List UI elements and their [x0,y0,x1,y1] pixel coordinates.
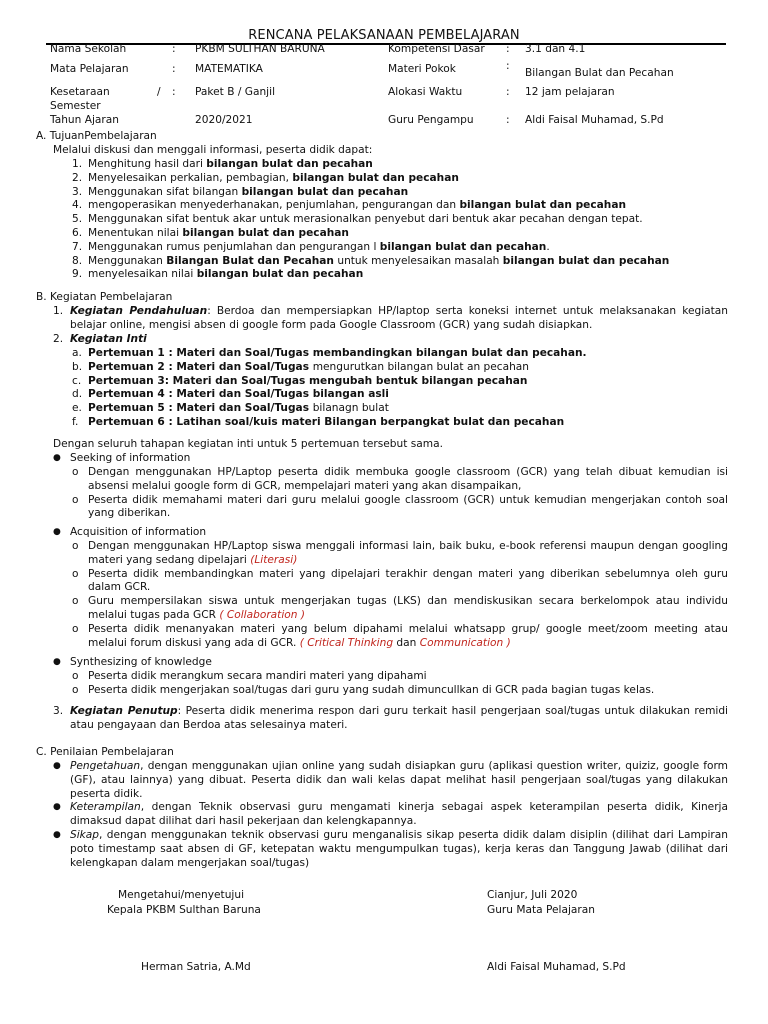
value-kesetaraan: Paket B / Ganjil [195,86,276,98]
label-mata-pelajaran: Mata Pelajaran [50,63,129,75]
synth-list [72,670,728,698]
sign-left-line2: Kepala PKBM Sulthan Baruna [107,904,261,916]
meeting-item: b. Pertemuan 2 : Materi dan Soal/Tugas mengurutkan bilangan bulat an pecahan [72,360,530,373]
label-alokasi: Alokasi Waktu [388,86,463,98]
objective-item: 9. menyelesaikan nilai bilangan bulat dan pecahan [72,268,364,281]
meeting-item: c. Pertemuan 3: Materi dan Soal/Tugas mengubah bentuk bilangan pecahan [72,374,528,387]
label-kesetaraan: Kesetaraan / Semester [50,86,161,112]
meetings-list [72,347,712,430]
objective-item: 3. Menggunakan sifat bilangan bilangan bulat dan pecahan [72,185,409,198]
seeking-heading: Seeking of information [70,452,191,464]
objective-item: 7. Menggunakan rumus penjumlahan dan pengurangan l bilangan bulat dan pecahan. [72,240,550,253]
objective-item: 1. Menghitung hasil dari bilangan bulat dan pecahan [72,158,373,170]
assessment-item: ● Keterampilan, dengan Teknik observasi guru mengamati kinerja sebagai aspek keterampilan peserta didik, Kinerja dimaksud dapat dilihat dari hasil pekerjaan dan kelengkapannya. [53,801,728,828]
sign-right-line1: Cianjur, Juli 2020 [487,889,578,901]
section-c-heading: C. Penilaian Pembelajaran [36,746,174,758]
sign-left-name: Herman Satria, A.Md [141,961,251,973]
label-guru-pengampu: Guru Pengampu [388,114,474,126]
kegiatan-inti-label: Kegiatan Inti [70,333,147,345]
value-guru-pengampu: Aldi Faisal Muhamad, S.Pd [525,114,664,126]
objective-item: 6. Menentukan nilai bilangan bulat dan pecahan [72,226,349,239]
value-nama-sekolah: PKBM SULTHAN BARUNA [195,43,325,55]
objective-item: 4. mengoperasikan menyederhanakan, penjumlahan, pengurangan dan bilangan bulat dan pecahan [72,199,627,212]
title-rule [46,43,726,45]
synth-heading: Synthesizing of knowledge [70,656,212,668]
value-mata-pelajaran: MATEMATIKA [195,63,263,75]
label-kompetensi: Kompetensi Dasar [388,43,485,55]
assessment-item: ● Sikap, dengan menggunakan teknik observasi guru menganalisis sikap peserta didik dalam disiplin (dilihat dari Lampiran poto timestamp saat absen di GF, ketepatan waktu mengumpulkan tugas), kerja keras dan Tanggung Jawab (dilihat dari kelengkapan dalam mengerjakan soal/tugas) [53,828,728,869]
section-a-intro: Melalui diskusi dan menggali informasi, peserta didik dapat: [53,144,373,156]
meeting-item: f. Pertemuan 6 : Latihan soal/kuis materi Bilangan berpangkat bulat dan pecahan [72,415,565,428]
sign-left-line1: Mengetahui/menyetujui [118,889,245,901]
label-nama-sekolah: Nama Sekolah [50,43,127,55]
section-a-heading: A. TujuanPembelajaran [36,130,157,142]
sub-bullet-item: o Peserta didik menanyakan materi yang belum dipahami melalui whatsapp grup/ google meet/zoom meeting atau melalui forum diskusi yang ada di GCR. ( Critical Thinking dan Communication ) [72,622,728,649]
acquisition-list [72,540,728,650]
document-title: RENCANA PELAKSANAAN PEMBELAJARAN [248,28,520,43]
objective-item: 8. Menggunakan Bilangan Bulat dan Pecahan untuk menyelesaikan masalah bilangan bulat dan pecahan [72,254,670,267]
assessment-list [53,760,728,870]
sub-bullet-item: o Guru mempersilakan siswa untuk mengerjakan tugas (LKS) dan mendiskusikan secara berkelompok atau individu melalui tugas pada GCR ( Collaboration ) [72,595,728,621]
section-b-heading: B. Kegiatan Pembelajaran [36,291,173,303]
objective-item: 5. Menggunakan sifat bentuk akar untuk merasionalkan penyebut dari bentuk akar pecahan dengan tepat. [72,213,643,226]
kegiatan-penutup: Kegiatan Penutup: Peserta didik menerima respon dari guru terkait hasil pengerjaan soal/tugas untuk dilakukan remidi atau pengayaan dan Berdoa atas selesainya materi. [70,705,728,731]
sub-bullet-item: o Peserta didik mengerjakan soal/tugas dari guru yang sudah dimuncullkan di GCR pada bagian tugas kelas. [72,683,655,696]
label-materi-pokok: Materi Pokok [388,63,456,75]
value-kompetensi: 3.1 dan 4.1 [525,43,586,55]
value-tahun-ajaran: 2020/2021 [195,114,253,126]
sub-bullet-item: o Peserta didik membandingkan materi yang dipelajari terakhir dengan materi yang diberikan sebelumnya oleh guru dalam GCR. [72,567,728,594]
sub-bullet-item: o Dengan menggunakan HP/Laptop siswa menggali informasi lain, baik buku, e-book referensi maupun dengan googling materi yang sedang dipelajari (Literasi) [72,540,728,566]
sign-right-line2: Guru Mata Pelajaran [487,904,595,916]
all-meetings-note: Dengan seluruh tahapan kegiatan inti untuk 5 pertemuan tersebut sama. [53,438,443,450]
objective-item: 2. Menyelesaikan perkalian, pembagian, bilangan bulat dan pecahan [72,171,459,184]
meeting-item: d. Pertemuan 4 : Materi dan Soal/Tugas bilangan asli [72,388,389,401]
meeting-item: a. Pertemuan 1 : Materi dan Soal/Tugas membandingkan bilangan bulat dan pecahan. [72,347,587,359]
sub-bullet-item: o Peserta didik memahami materi dari guru melalui google classroom (GCR) untuk kemudian mengerjakan contoh soal yang diberikan. [72,493,728,520]
sign-right-name: Aldi Faisal Muhamad, S.Pd [487,961,626,973]
seeking-list [72,466,728,521]
acquisition-heading: Acquisition of information [70,526,207,538]
assessment-item: ● Pengetahuan, dengan menggunakan ujian online yang sudah disiapkan guru (aplikasi question writer, quiziz, google form (GF), atau lainnya) yang dibuat. Peserta didik dan wali kelas dapat melihat hasil pengerjaan soal/tugas yang dilakukan peserta didik. [53,760,728,800]
sub-bullet-item: o Dengan menggunakan HP/Laptop peserta didik membuka google classroom (GCR) yang telah dibuat kemudian isi absensi melalui google form di GCR, mempelajari materi yang akan disampaikan, [72,466,728,492]
sub-bullet-item: o Peserta didik merangkum secara mandiri materi yang dipahami [72,670,427,682]
kegiatan-pendahuluan: Kegiatan Pendahuluan: Berdoa dan mempersiapkan HP/laptop serta koneksi internet untuk melaksanakan kegiatan belajar online, mengisi absen di google form pada Google Classroom (GCR) yang sudah disiapkan. [70,305,728,331]
label-tahun-ajaran: Tahun Ajaran [50,114,119,126]
value-materi-pokok: Bilangan Bulat dan Pecahan [525,67,674,79]
value-alokasi: 12 jam pelajaran [525,86,615,98]
meeting-item: e. Pertemuan 5 : Materi dan Soal/Tugas bilanagn bulat [72,402,389,415]
objectives-list [72,158,712,282]
document-page: RENCANA PELAKSANAAN PEMBELAJARAN Nama Sekolah : PKBM SULTHAN BARUNA Kompetensi Dasar : 3.1 dan 4.1 Mata Pelajaran : MATEMATIKA Materi Pokok : Bilangan Bulat dan Pecahan Kesetaraan / Semester : Paket B / Ganjil Alokasi Waktu : 12 jam pelajaran Tahun Ajaran 2020/2021 Guru Pengampu : Aldi Faisal Muhamad, S.Pd A. TujuanPembelajaran Melalui diskusi dan menggali informasi, peserta didik dapat: 1. Menghitung hasil dari bilangan bulat dan pecahan 2. Menyelesaikan perkalian, pembagian, bilangan bulat dan pecahan 3. Menggunakan sifat bilangan bilangan bulat dan pecahan 4. mengoperasikan menyederhanakan, penjumlahan, pengurangan dan bilangan bulat dan pecahan 5. Menggunakan sifat bentuk akar untuk merasionalkan penyebut dari bentuk akar pecahan dengan tepat. 6. Menentukan nilai bilangan bulat dan pecahan 7. Menggunakan rumus penjumlahan dan pengurangan l bilangan bulat dan pecahan. 8. Menggunakan Bilangan Bulat dan Pecahan untuk menyelesaikan masalah bilangan bulat dan pecahan 9. menyelesaikan nilai bilangan bulat dan pecahan B. Kegiatan Pembelajaran 1. Kegiatan Pendahuluan: Berdoa dan mempersiapkan HP/laptop serta koneksi internet untuk melaksanakan kegiatan belajar online, mengisi absen di google form pada Google Classroom (GCR) yang sudah disiapkan. 2. Kegiatan Inti a. Pertemuan 1 : Materi dan Soal/Tugas membandingkan bilangan bulat dan pecahan. b. Pertemuan 2 : Materi dan Soal/Tugas mengurutkan bilangan bulat an pecahan c. Pertemuan 3: Materi dan Soal/Tugas mengubah bentuk bilangan pecahan d. Pertemuan 4 : Materi dan Soal/Tugas bilangan asli e. Pertemuan 5 : Materi dan Soal/Tugas bilanagn bulat f. Pertemuan 6 : Latihan soal/kuis materi Bilangan berpangkat bulat dan pecahan Dengan seluruh tahapan kegiatan inti untuk 5 pertemuan tersebut sama. ● Seeking of information o Dengan menggunakan HP/Laptop peserta didik membuka google classroom (GCR) yang telah dibuat kemudian isi absensi melalui google form di GCR, mempelajari materi yang akan disampaikan, o Peserta didik memahami materi dari guru melalui google classroom (GCR) untuk kemudian mengerjakan contoh soal yang diberikan. ● Acquisition of information o Dengan menggunakan HP/Laptop siswa menggali informasi lain, baik buku, e-book referensi maupun dengan googling materi yang sedang dipelajari (Literasi) o Peserta didik membandingkan materi yang dipelajari terakhir dengan materi yang diberikan sebelumnya oleh guru dalam GCR. o Guru mempersilakan siswa untuk mengerjakan tugas (LKS) dan mendiskusikan secara berkelompok atau individu melalui tugas pada GCR ( Collaboration ) o Peserta didik menanyakan materi yang belum dipahami melalui whatsapp grup/ google meet/zoom meeting atau melalui forum diskusi yang ada di GCR. ( Critical Thinking dan Communication ) ● Synthesizing of knowledge o Peserta didik merangkum secara mandiri materi yang dipahami o Peserta didik mengerjakan soal/tugas dari guru yang sudah dimuncullkan di GCR pada bagian tugas kelas. 3. Kegiatan Penutup: Peserta didik menerima respon dari guru terkait hasil pengerjaan soal/tugas untuk dilakukan remidi atau pengayaan dan Berdoa atas selesainya materi. C. Penilaian Pembelajaran ● Pengetahuan, dengan menggunakan ujian online yang sudah disiapkan guru (aplikasi question writer, quiziz, google form (GF), atau lainnya) yang dibuat. Peserta didik dan wali kelas dapat melihat hasil pengerjaan soal/tugas yang dilakukan peserta didik. ● Keterampilan, dengan Teknik observasi guru mengamati kinerja sebagai aspek keterampilan peserta didik, Kinerja dimaksud dapat dilihat dari hasil pekerjaan dan kelengkapannya. ● Sikap, dengan menggunakan teknik observasi guru menganalisis sikap peserta didik dalam disiplin (dilihat dari Lampiran poto timestamp saat absen di GF, ketepatan waktu mengumpulkan tugas), kerja keras dan Tanggung Jawab (dilihat dari kelengkapan dalam mengerjakan soal/tugas) Mengetahui/menyetujui Kepala PKBM Sulthan Baruna Herman Satria, A.Md Cianjur, Juli 2020 Guru Mata Pelajaran Aldi Faisal Muhamad, S.Pd [0,0,768,1024]
